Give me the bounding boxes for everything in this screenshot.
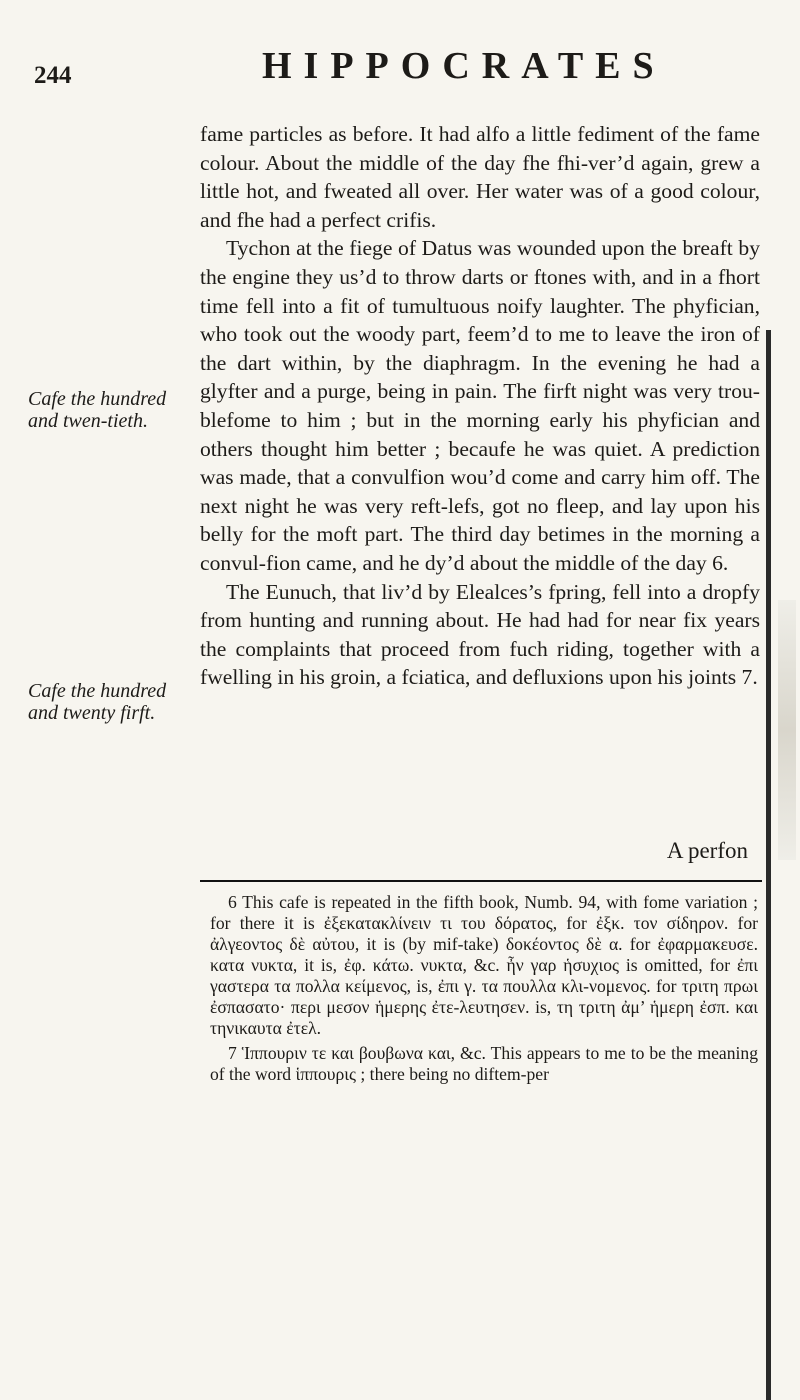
footnote-rule	[200, 880, 762, 882]
footnote: 6 This cafe is repeated in the fifth book, Numb. 94, with fome variation ; for there it is ἐξεκατακλίνειν τι του δόρατος, for ἐξκ. τον σίδηρον. for ἀλγεοντος δὲ αὐτου, it is (by mif-take) δοκέοντος δὲ α. for ἐφαρμακευσε. κατα νυκτα, it is, ἐφ. κάτω. νυκτα, &c. ἦν γαρ ἡσυχιος is omitted, for ἐπι γαστερα τα πολλα κείμενος, is, ἐπι γ. τα πουλλα κλι-νομενος. for τριτη πρωι ἐσπασατο· περι μεσον ἡμερης ἐτε-λευτησεν. is, τη τριτη ἀμ’ ἡμερη ἐσπ. και τηνικαυτα ἐτελ.	[210, 892, 758, 1038]
page-edge-shadow	[778, 600, 796, 860]
page-edge-border	[766, 330, 771, 1400]
margin-note-case-120: Cafe the hundred and twen-tieth.	[28, 388, 167, 432]
paragraph: The Eunuch, that liv’d by Elealces’s fpring, fell into a dropfy from hunting and running about. He had had for near fix years the complaints that proceed from fuch riding, together with a fwelling in his groin, a fciatica, and defluxions upon his joints 7.	[200, 579, 760, 690]
footnote: 7 Ἱππουριν τε και βουβωνα και, &c. This appears to me to be the meaning of the word ἱππουρις ; there being no diftem-per	[210, 1043, 758, 1084]
paragraph: fame particles as before. It had alfo a little fediment of the fame colour. About the middle of the day fhe fhi-ver’d again, grew a little hot, and fweated all over. Her water was of a good colour, and fhe had a perfect crifis.	[200, 122, 760, 232]
margin-note-case-121: Cafe the hundred and twenty firft.	[28, 680, 167, 724]
paragraph: Tychon at the fiege of Datus was wounded upon the breaft by the engine they us’d to throw darts or ftones with, and in a fhort time fell into a fit of tumultuous noify laughter. The phyfician, who took out the woody part, feem’d to me to leave the iron of the dart within, by the diaphragm. In the evening he had a glyfter and a purge, being in pain. The firft night was very trou-blefome to him ; but in the morning early his phyfician and others thought him better ; becaufe he was quiet. A prediction was made, that a convulfion wou’d come and carry him off. The next night he was very reft-lefs, got no fleep, and lay upon his belly for the moft part. The third day betimes in the morning a convul-fion came, and he dy’d about the middle of the day 6.	[200, 236, 760, 575]
catchword: A perfon	[666, 838, 748, 863]
main-text	[200, 120, 760, 692]
footnotes	[210, 892, 758, 1089]
page-number: 244	[34, 62, 72, 89]
running-head: HIPPOCRATES	[262, 45, 666, 87]
